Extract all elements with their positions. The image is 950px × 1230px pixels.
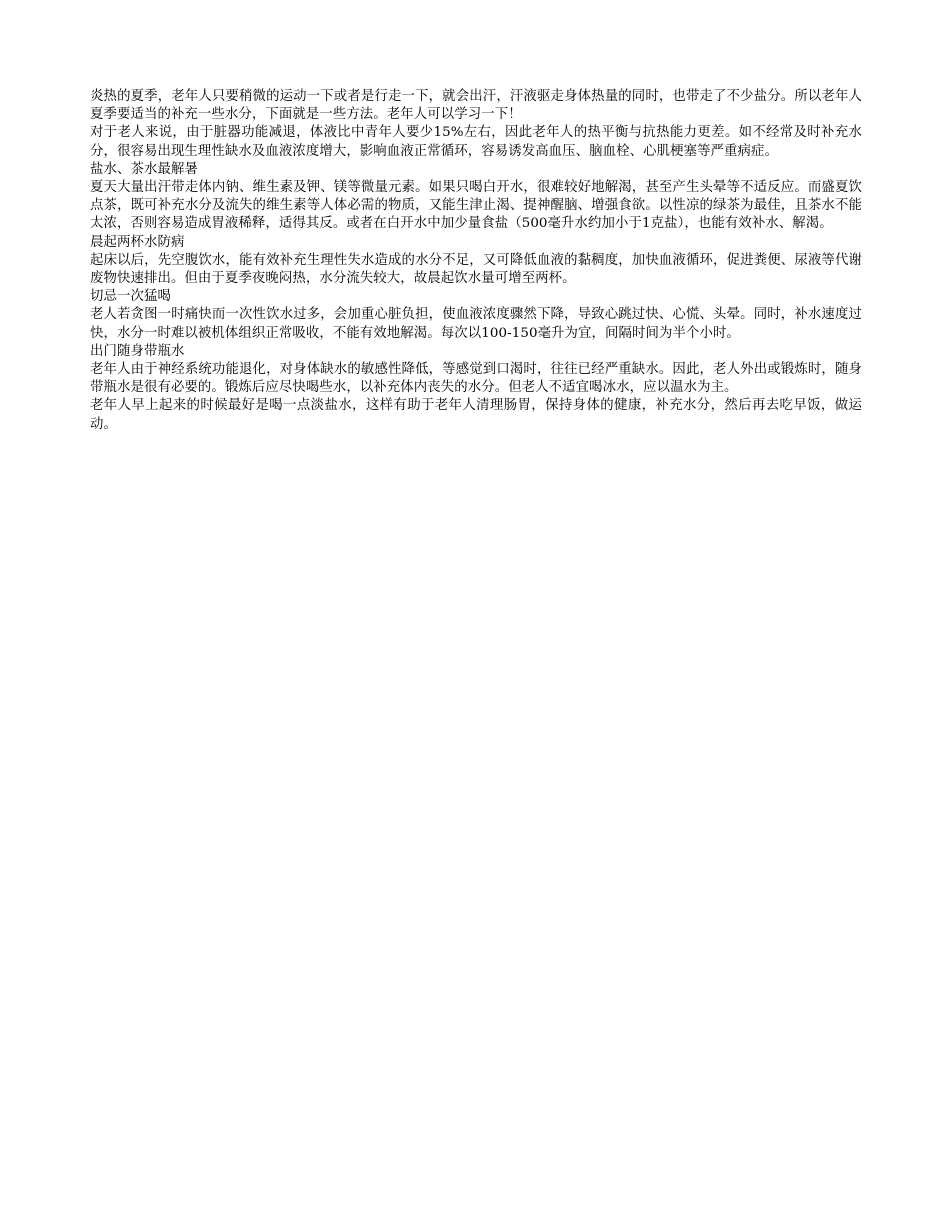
section-heading-morning-water: 晨起两杯水防病 — [90, 234, 185, 250]
section-heading-salt-tea: 盐水、茶水最解暑 — [90, 161, 198, 177]
body-paragraph-morning-water: 起床以后，先空腹饮水，能有效补充生理性失水造成的水分不足，又可降低血液的黏稠度，加快血液循环，促进粪便、尿液等代谢废物快速排出。但由于夏季夜晚闷热，水分流失较大，故晨起饮水量可增至两杯。 — [90, 252, 862, 287]
closing-paragraph: 老年人早上起来的时候最好是喝一点淡盐水，这样有助于老年人清理肠胃，保持身体的健康，补充水分，然后再去吃早饭，做运动。 — [90, 398, 862, 432]
section-heading-carry-water: 出门随身带瓶水 — [90, 343, 185, 359]
body-paragraph-avoid-gulping: 老人若贪图一时痛快而一次性饮水过多，会加重心脏负担，使血液浓度骤然下降，导致心跳过快、心慌、头晕。同时，补水速度过快，水分一时难以被机体组织正常吸收，不能有效地解渴。每次以100-150毫升为宜，间隔时间为半个小时。 — [90, 307, 862, 341]
intro-paragraph: 炎热的夏季，老年人只要稍微的运动一下或者是行走一下，就会出汗，汗液驱走身体热量的同时，也带走了不少盐分。所以老年人夏季要适当的补充一些水分，下面就是一些方法。老年人可以学习一下！ — [90, 89, 862, 123]
body-paragraph-elderly-hydration: 对于老人来说，由于脏器功能减退，体液比中青年人要少15%左右，因此老年人的热平衡与抗热能力更差。如不经常及时补充水分，很容易出现生理性缺水及血液浓度增大，影响血液正常循环，容易诱发高血压、脑血栓、心肌梗塞等严重病症。 — [90, 125, 862, 159]
section-heading-avoid-gulping: 切忌一次猛喝 — [90, 289, 171, 305]
body-paragraph-carry-water: 老年人由于神经系统功能退化，对身体缺水的敏感性降低，等感觉到口渴时，往往已经严重缺水。因此，老人外出或锻炼时，随身带瓶水是很有必要的。锻炼后应尽快喝些水，以补充体内丧失的水分。但老人不适宜喝冰水，应以温水为主。 — [90, 362, 862, 396]
body-paragraph-salt-tea: 夏天大量出汗带走体内钠、维生素及钾、镁等微量元素。如果只喝白开水，很难较好地解渴，甚至产生头晕等不适反应。而盛夏饮点茶，既可补充水分及流失的维生素等人体必需的物质，又能生津止渴、提神醒脑、增强食欲。以性凉的绿茶为最佳，且茶水不能太浓，否则容易造成胃液稀释，适得其反。或者在白开水中加少量食盐（500毫升水约加小于1克盐），也能有效补水、解渴。 — [90, 180, 862, 232]
